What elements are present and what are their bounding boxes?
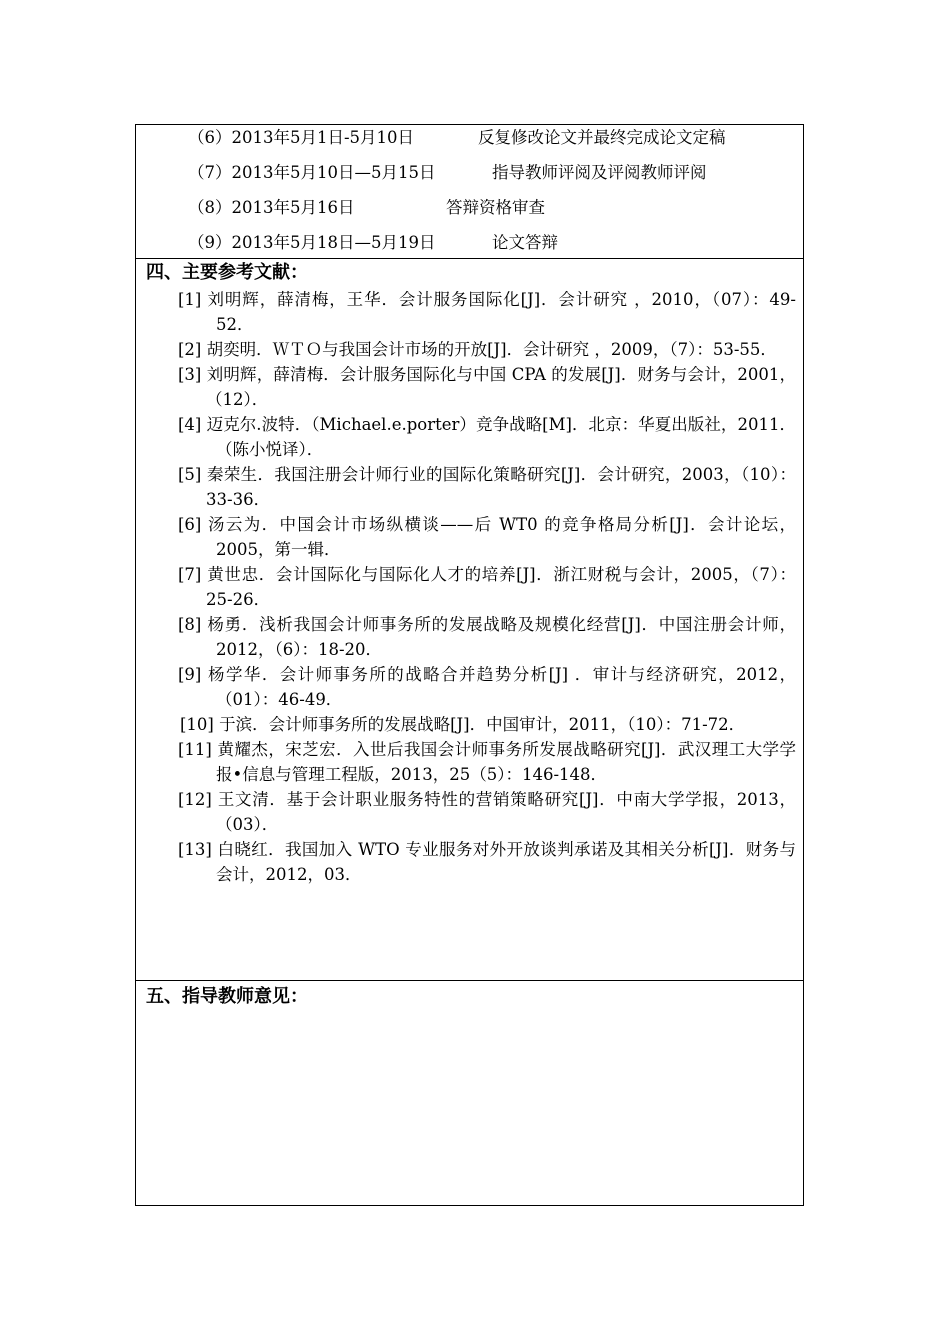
reference-item: [11] 黄耀杰，宋芝宏．入世后我国会计师事务所发展战略研究[J]．武汉理工大学学报•信息与管理工程版，2013，25（5）：146-148． [178,740,796,784]
references-heading: 四、主要参考文献： [146,262,308,283]
schedule-description: 答辩资格审查 [446,198,545,217]
reference-item: [13] 白晓红．我国加入 WTO 专业服务对外开放谈判承诺及其相关分析[J]．财务与会计，2012，03． [178,840,796,884]
references-section [136,258,803,980]
thesis-form-table [135,124,804,1206]
advisor-opinion-heading: 五、指导教师意见： [146,986,308,1007]
schedule-description: 反复修改论文并最终完成论文定稿 [478,128,726,147]
schedule-date: 2013年5月1日-5月10日 [231,128,415,147]
schedule-date: 2013年5月16日 [231,198,355,217]
reference-item: [1] 刘明辉，薛清梅，王华．会计服务国际化[J]．会计研究 ，2010，（07）：49-52． [178,290,796,334]
schedule-item [188,232,558,254]
reference-item: [3] 刘明辉，薛清梅．会计服务国际化与中国 CPA 的发展[J]．财务与会计，2001，（12）． [178,365,796,409]
schedule-number: （6） [188,128,232,147]
schedule-number: （7） [188,163,232,182]
reference-item: [10] 于滨．会计师事务所的发展战略[J]．中国审计，2011，（10）：71-72． [180,715,746,734]
schedule-item [188,127,726,149]
reference-item: [2] 胡奕明．ＷＴＯ与我国会计市场的开放[J]．会计研究 ，2009，（7）：53-55． [178,340,777,359]
reference-item: [7] 黄世忠．会计国际化与国际化人才的培养[J]．浙江财税与会计，2005，（7）：25-26． [178,565,796,609]
reference-item: [5] 秦荣生．我国注册会计师行业的国际化策略研究[J]．会计研究，2003，（10）：33-36． [178,465,796,509]
schedule-item [188,162,707,184]
schedule-section [136,125,803,258]
schedule-date: 2013年5月10日—5月15日 [231,163,436,182]
reference-item: [4] 迈克尔.波特．（Michael.e.porter）竞争战略[M]．北京：华夏出版社，2011．（陈小悦译）． [178,415,796,459]
schedule-date: 2013年5月18日—5月19日 [231,233,436,252]
schedule-number: （9） [188,233,232,252]
references-list [136,287,805,887]
reference-item: [12] 王文清．基于会计职业服务特性的营销策略研究[J]．中南大学学报，2013，（03）． [178,790,796,834]
schedule-description: 论文答辩 [492,233,558,252]
reference-item: [6] 汤云为．中国会计市场纵横谈——后 WT0 的竞争格局分析[J]．会计论坛，2005，第一辑． [178,515,796,559]
schedule-number: （8） [188,198,232,217]
reference-item: [8] 杨勇．浅析我国会计师事务所的发展战略及规模化经营[J]．中国注册会计师，2012，（6）：18-20． [178,615,796,659]
schedule-item [188,197,545,219]
advisor-opinion-section [136,980,803,1205]
schedule-description: 指导教师评阅及评阅教师评阅 [492,163,707,182]
reference-item: [9] 杨学华．会计师事务所的战略合并趋势分析[J] ．审计与经济研究，2012，（01）：46-49． [178,665,796,709]
